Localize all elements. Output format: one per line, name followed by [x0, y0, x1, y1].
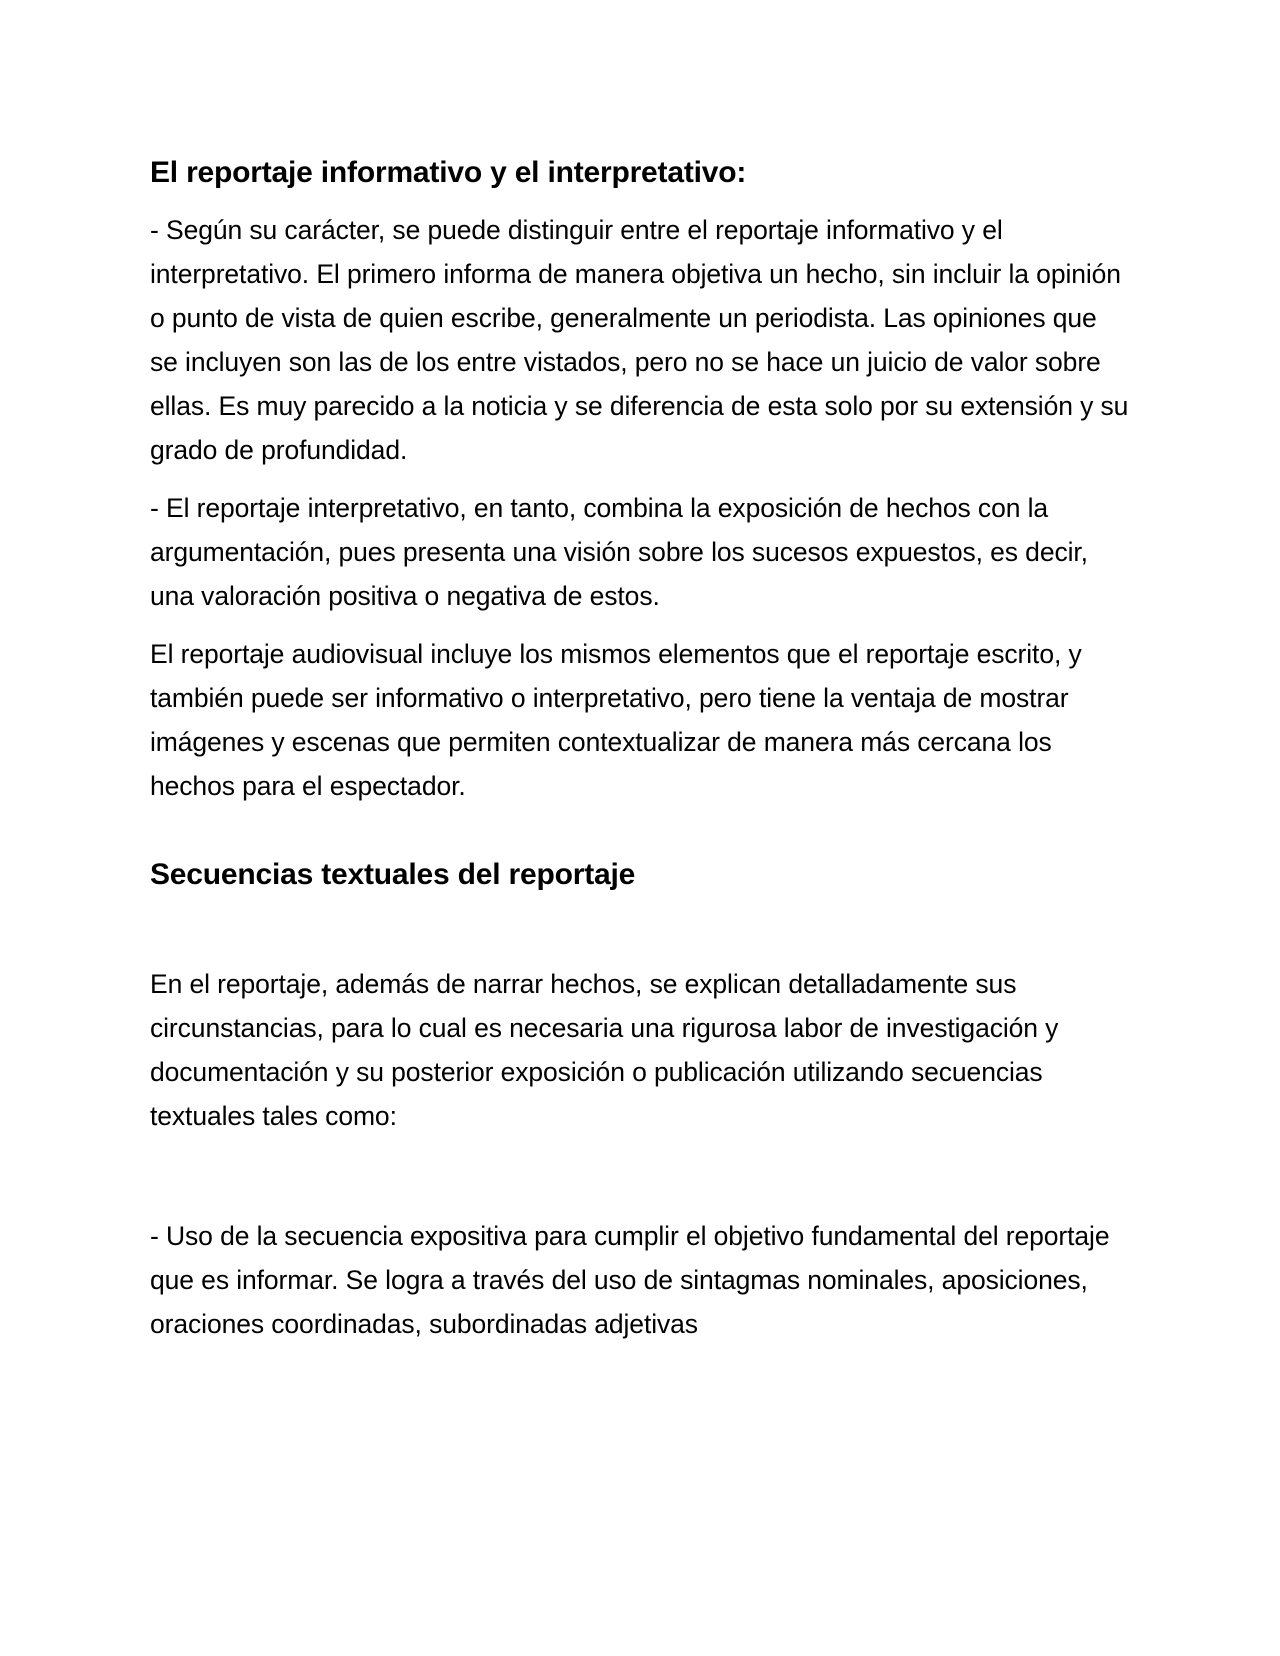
paragraph-secuencias-intro: En el reportaje, además de narrar hechos, se explican detalladamente sus circunstancias, para lo cual es necesaria una rigurosa labor de investigación y documentación y su posterior exposición o publicación utilizando secuencias textuales tales como: [150, 969, 1059, 1131]
paragraph-secuencia-expositiva: - Uso de la secuencia expositiva para cumplir el objetivo fundamental del reportaje que es informar. Se logra a través del uso de sintagmas nominales, aposiciones, oraciones coordinadas, subordinadas adjetivas [150, 1221, 1110, 1339]
paragraph-caracter: - Según su carácter, se puede distinguir entre el reportaje informativo y el interpretativo. El primero informa de manera objetiva un hecho, sin incluir la opinión o punto de vista de quien escribe, generalmente un periodista. Las opiniones que se incluyen son las de los entre vistados, pero no se hace un juicio de valor sobre ellas. Es muy parecido a la noticia y se diferencia de esta solo por su extensión y su grado de profundidad. [150, 215, 1129, 465]
section-heading-secuencias: Secuencias textuales del reportaje [150, 858, 636, 891]
paragraph-interpretativo: - El reportaje interpretativo, en tanto, combina la exposición de hechos con la argumentación, pues presenta una visión sobre los sucesos expuestos, es decir, una valoración positiva o negativa de estos. [150, 493, 1088, 611]
section-heading-informativo-interpretativo: El reportaje informativo y el interpretativo: [150, 156, 747, 189]
paragraph-audiovisual: El reportaje audiovisual incluye los mismos elementos que el reportaje escrito, y también puede ser informativo o interpretativo, pero tiene la ventaja de mostrar imágenes y escenas que permiten contextualizar de manera más cercana los hechos para el espectador. [150, 639, 1082, 801]
document-page [150, 150, 1130, 1346]
